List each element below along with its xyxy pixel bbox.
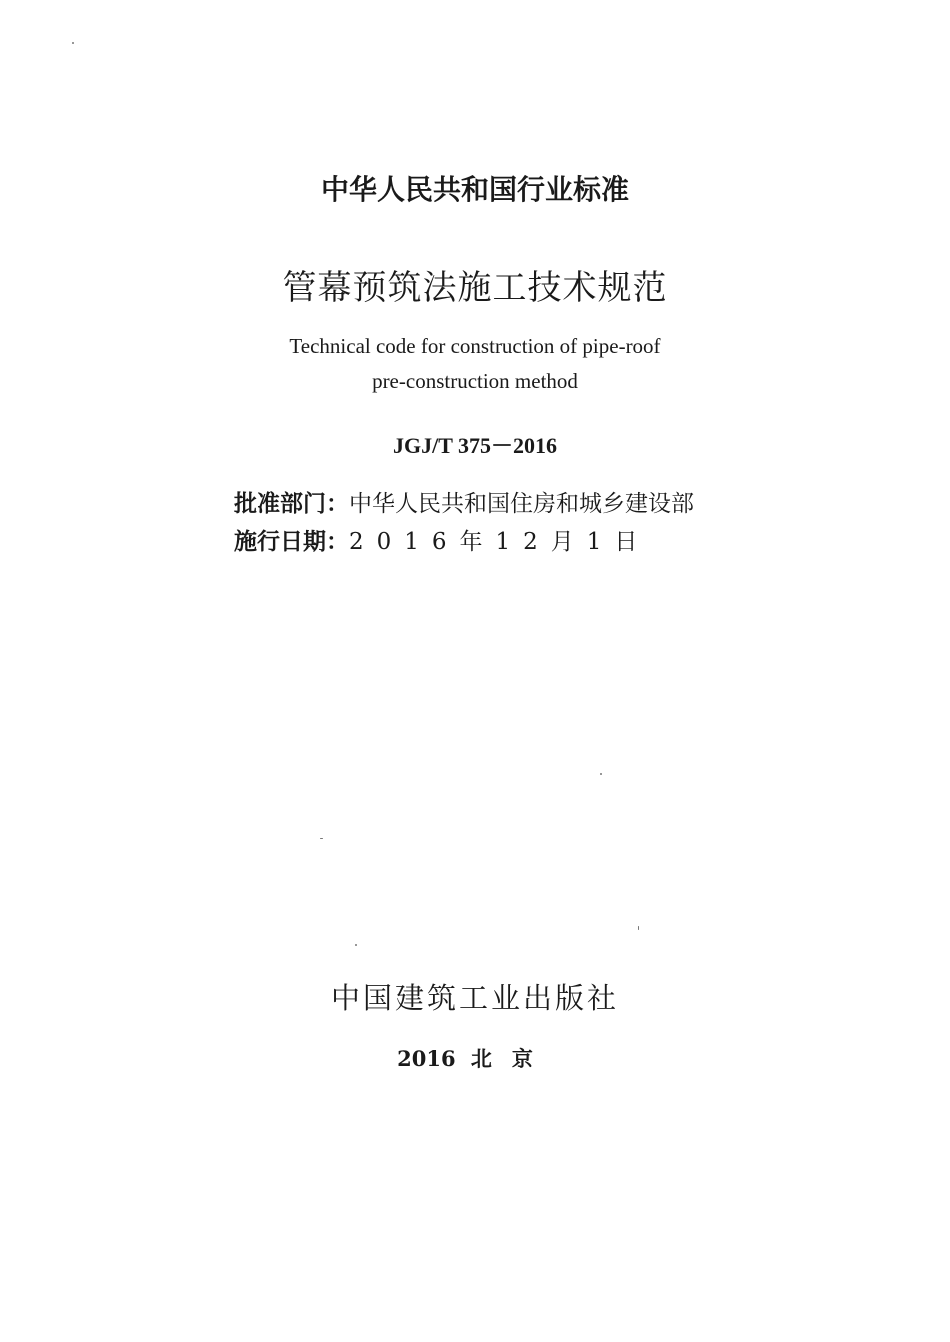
title-english-line-2: pre-construction method (372, 369, 578, 393)
approval-row (234, 485, 694, 523)
metadata-block (234, 485, 694, 561)
standard-code: JGJ/T 375－2016 (392, 433, 557, 458)
approval-value: 中华人民共和国住房和城乡建设部 (349, 491, 694, 517)
publication-line (0, 1043, 950, 1073)
title-chinese: 管幕预筑法施工技术规范 (282, 268, 668, 308)
scan-speck (355, 944, 357, 946)
scan-speck (320, 838, 323, 839)
effective-date-row (234, 523, 694, 561)
publication-year: 2016 (397, 1046, 456, 1071)
standard-category: 中华人民共和国行业标准 (320, 173, 629, 206)
scan-speck (638, 926, 639, 930)
approval-label: 批准部门： (234, 491, 349, 517)
effective-date-label: 施行日期： (234, 529, 349, 555)
publication-city: 北京 (470, 1046, 553, 1071)
title-english-line-1: Technical code for construction of pipe-roof (289, 334, 661, 358)
effective-date-value: 2016年12月1日 (349, 529, 651, 555)
scan-speck (600, 773, 602, 775)
publisher-name: 中国建筑工业出版社 (330, 981, 619, 1015)
scan-speck (72, 42, 74, 44)
